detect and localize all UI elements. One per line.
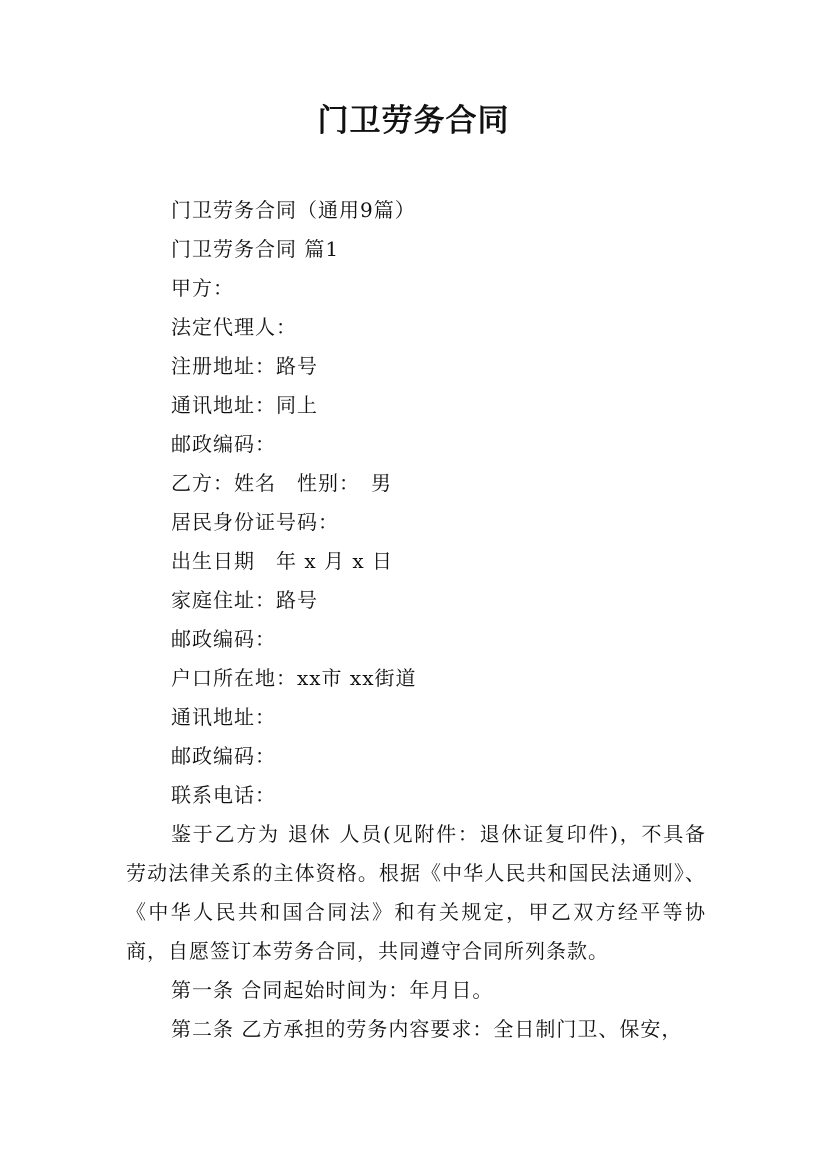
phone-line: 联系电话： bbox=[171, 783, 276, 807]
id-number-line: 居民身份证号码： bbox=[171, 510, 339, 534]
article-1-paragraph: 第一条 合同起始时间为：年月日。 bbox=[171, 978, 494, 1002]
household-registration-line: 户口所在地：xx市 xx街道 bbox=[171, 666, 417, 690]
party-b-line: 乙方：姓名 性别： 男 bbox=[171, 471, 392, 495]
home-address-line: 家庭住址：路号 bbox=[171, 588, 318, 612]
article-2-paragraph: 第二条 乙方承担的劳务内容要求：全日制门卫、保安， bbox=[171, 1017, 683, 1041]
recital-paragraph: 鉴于乙方为 退休 人员(见附件：退休证复印件)，不具备劳动法律关系的主体资格。根据《中华人民共和国民法通则》、《中华人民共和国合同法》和有关规定，甲乙双方经平等协商，自愿签订本劳务合同，共同遵守合同所列条款。 bbox=[126, 822, 706, 963]
registered-address-line: 注册地址：路号 bbox=[171, 354, 318, 378]
postal-code-line: 邮政编码： bbox=[171, 744, 276, 768]
document-title: 门卫劳务合同 bbox=[317, 103, 510, 139]
party-a-line: 甲方： bbox=[171, 276, 234, 300]
document-subtitle: 门卫劳务合同（通用9篇） bbox=[171, 198, 416, 222]
postal-code-line: 邮政编码： bbox=[171, 627, 276, 651]
legal-representative-line: 法定代理人： bbox=[171, 315, 297, 339]
mailing-address-line: 通讯地址： bbox=[171, 705, 276, 729]
birth-date-line: 出生日期 年 x 月 x 日 bbox=[171, 549, 393, 573]
mailing-address-line: 通讯地址：同上 bbox=[171, 393, 318, 417]
postal-code-line: 邮政编码： bbox=[171, 432, 276, 456]
section-heading: 门卫劳务合同 篇1 bbox=[171, 237, 340, 261]
